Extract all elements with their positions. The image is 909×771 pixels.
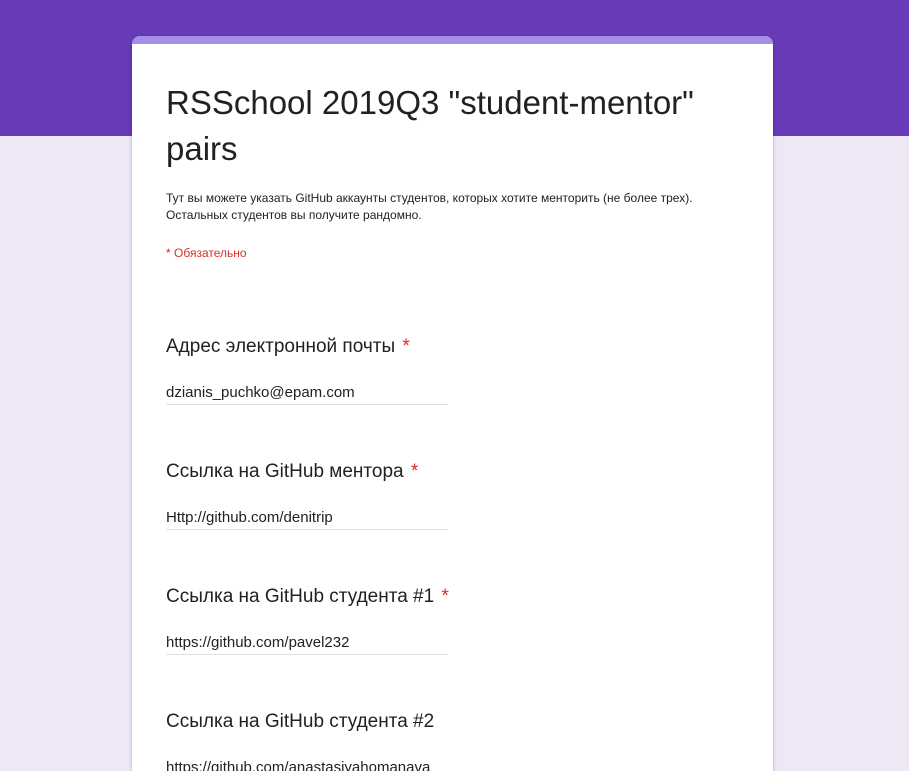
question-label xyxy=(166,335,726,359)
card-accent-bar xyxy=(132,36,773,44)
mentor-github-field[interactable] xyxy=(166,506,448,530)
question-label xyxy=(166,710,726,734)
student-2-github-field[interactable] xyxy=(166,756,448,771)
question-email xyxy=(166,335,726,359)
required-star: * xyxy=(441,586,449,607)
question-mentor-github xyxy=(166,460,726,484)
required-note: * Обязательно xyxy=(166,246,247,260)
question-label xyxy=(166,585,726,609)
required-star: * xyxy=(410,461,419,482)
question-label-text: Адрес электронной почты xyxy=(166,336,396,357)
question-student-2-github xyxy=(166,710,726,734)
required-star: * xyxy=(402,336,410,357)
form-description: Тут вы можете указать GitHub аккаунты студентов, которых хотите менторить (не более трех). Остальных студентов вы получите рандомно. xyxy=(166,191,693,222)
email-field[interactable] xyxy=(166,381,448,405)
question-label-text: Ссылка на GitHub ментора xyxy=(166,461,404,482)
question-label xyxy=(166,460,726,484)
form-title: RSSchool 2019Q3 "student-mentor" pairs xyxy=(166,84,694,167)
form-card xyxy=(132,36,773,771)
question-label-text: Ссылка на GitHub студента #2 xyxy=(166,711,435,732)
student-1-github-field[interactable] xyxy=(166,631,448,655)
question-student-1-github xyxy=(166,585,726,609)
question-label-text: Ссылка на GitHub студента #1 xyxy=(166,586,435,607)
